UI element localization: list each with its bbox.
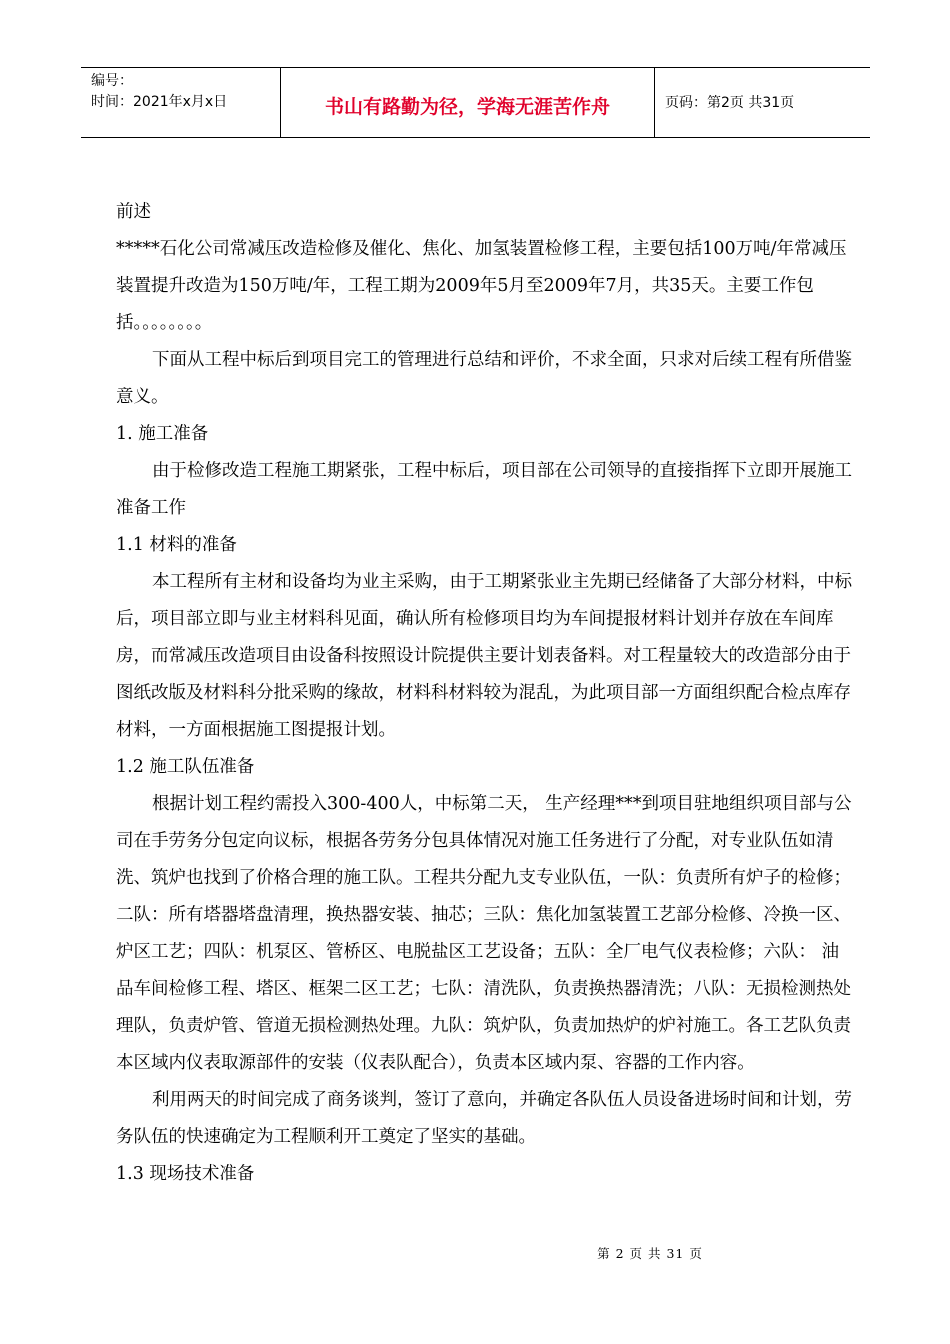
document-body [116, 194, 856, 1193]
section-1-2-paragraph-1: 根据计划工程约需投入300-400人，中标第二天， 生产经理***到项目驻地组织项目部与公司在手劳务分包定向议标，根据各劳务分包具体情况对施工任务进行了分配，对专业队伍如清洗、筑炉也找到了价格合理的施工队。工程共分配九支专业队伍，一队：负责所有炉子的检修；二队：所有塔器塔盘清理，换热器安装、抽芯；三队：焦化加氢装置工艺部分检修、冷换一区、炉区工艺；四队：机泵区、管桥区、电脱盐区工艺设备；五队：全厂电气仪表检修；六队： 油品车间检修工程、塔区、框架二区工艺；七队：清洗队，负责换热器清洗；八队：无损检测热处理队，负责炉管、管道无损检测热处理。九队：筑炉队，负责加热炉的炉衬施工。各工艺队负责本区域内仪表取源部件的安装（仪表队配合），负责本区域内泵、容器的工作内容。 [116, 794, 852, 1073]
header-page-cell [655, 68, 870, 137]
header-motto: 书山有路勤为径，学海无涯苦作舟 [324, 96, 610, 118]
page-footer [0, 1244, 950, 1262]
section-1-2-paragraph-2: 利用两天的时间完成了商务谈判，签订了意向，并确定各队伍人员设备进场时间和计划，劳务队伍的快速确定为工程顺利开工奠定了坚实的基础。 [116, 1090, 852, 1147]
footer-page-number: 第 2 页 共 31 页 [597, 1246, 703, 1261]
preface-title: 前述 [116, 202, 151, 222]
document-number-label: 编号： [91, 73, 133, 89]
intro-paragraph: 下面从工程中标后到项目完工的管理进行总结和评价，不求全面，只求对后续工程有所借鉴意义。 [116, 350, 852, 407]
header-motto-cell [281, 68, 655, 137]
header-table [81, 67, 870, 138]
section-1-2-title: 1.2 施工队伍准备 [116, 757, 255, 777]
header-page-label: 页码：第2页 共31页 [665, 95, 795, 111]
section-1-title: 1. 施工准备 [116, 424, 209, 444]
document-date-label: 时间：2021年x月x日 [91, 94, 228, 110]
section-1-3-title: 1.3 现场技术准备 [116, 1164, 255, 1184]
preface-paragraph: *****石化公司常减压改造检修及催化、焦化、加氢装置检修工程，主要包括100万吨/年常减压装置提升改造为150万吨/年，工程工期为2009年5月至2009年7月，共35天。主要工作包括。。。。。。。。 [116, 239, 847, 333]
section-1-1-paragraph: 本工程所有主材和设备均为业主采购，由于工期紧张业主先期已经储备了大部分材料，中标后，项目部立即与业主材料科见面，确认所有检修项目均为车间提报材料计划并存放在车间库房，而常减压改造项目由设备科按照设计院提供主要计划表备料。对工程量较大的改造部分由于图纸改版及材料科分批采购的缘故，材料科材料较为混乱，为此项目部一方面组织配合检点库存材料，一方面根据施工图提报计划。 [116, 572, 852, 740]
section-1-1-title: 1.1 材料的准备 [116, 535, 237, 555]
header-meta-cell [81, 68, 281, 137]
section-1-paragraph: 由于检修改造工程施工期紧张，工程中标后，项目部在公司领导的直接指挥下立即开展施工准备工作 [116, 461, 852, 518]
